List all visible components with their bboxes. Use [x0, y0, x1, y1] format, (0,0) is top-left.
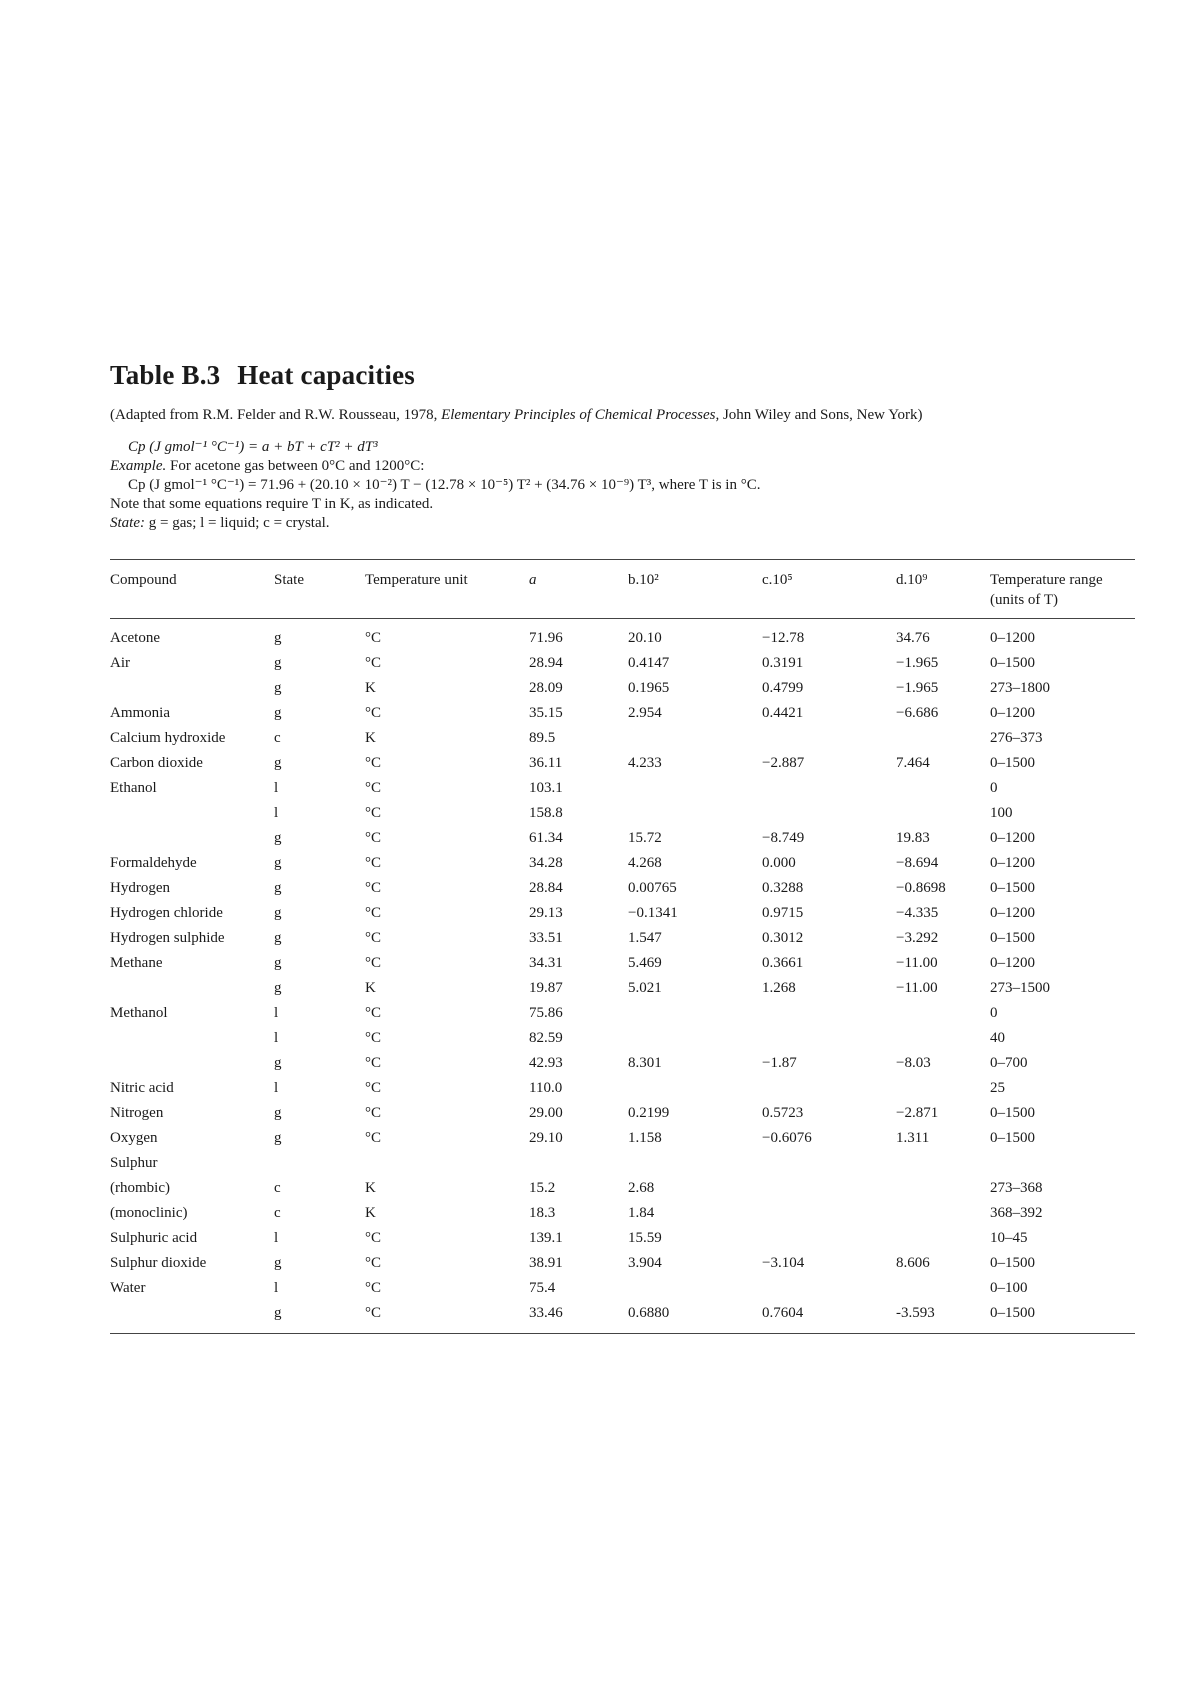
cell-c: 0.3661	[762, 955, 804, 971]
cell-compound: Nitric acid	[110, 1080, 174, 1096]
cell-state: l	[274, 1230, 279, 1246]
cell-range: 0–1500	[990, 930, 1035, 946]
table-row	[110, 1052, 1135, 1077]
cell-state: g	[274, 1302, 365, 1334]
cell-b: 1.158	[628, 1130, 662, 1146]
table-row	[110, 1077, 1135, 1102]
cell-range: 40	[990, 1030, 1005, 1046]
cell-range: 0–1500	[990, 880, 1035, 896]
cell-unit: K	[365, 730, 376, 746]
cell-d: −0.8698	[896, 880, 946, 896]
table-row	[110, 1302, 1135, 1334]
cell-unit: °C	[365, 705, 382, 721]
cell-d: −8.694	[896, 855, 939, 871]
cell-c: 0.7604	[762, 1302, 896, 1334]
example-text: For acetone gas between 0°C and 1200°C:	[166, 458, 425, 474]
cell-d	[896, 1002, 990, 1027]
cell-c: 0.4799	[762, 680, 804, 696]
cell-unit: °C	[365, 1030, 382, 1046]
general-equation: Cp (J gmol⁻¹ °C⁻¹) = a + bT + cT² + dT³	[128, 439, 378, 455]
cell-d: −1.965	[896, 680, 939, 696]
cell-a: 34.28	[529, 855, 563, 871]
cell-d	[896, 1152, 990, 1177]
table-row	[110, 802, 1135, 827]
state-text: g = gas; l = liquid; c = crystal.	[145, 515, 330, 531]
cell-c	[762, 1177, 896, 1202]
cell-a: 158.8	[529, 805, 563, 821]
table-row	[110, 902, 1135, 927]
cell-unit: °C	[365, 830, 382, 846]
cell-state: c	[274, 730, 281, 746]
cell-compound: Air	[110, 655, 130, 671]
header-c: c.10⁵	[762, 560, 896, 619]
cell-a: 82.59	[529, 1030, 563, 1046]
cell-d	[896, 1277, 990, 1302]
cell-d	[896, 1202, 990, 1227]
cell-unit: °C	[365, 630, 382, 646]
cell-c: 0.5723	[762, 1105, 804, 1121]
cell-b	[628, 777, 762, 802]
cell-b: 4.268	[628, 855, 662, 871]
cell-b: 3.904	[628, 1255, 662, 1271]
heat-capacity-table	[110, 559, 1135, 1334]
cell-b	[628, 802, 762, 827]
cell-d: −1.965	[896, 655, 939, 671]
cell-a: 75.4	[529, 1280, 556, 1296]
cell-c: 0.3288	[762, 880, 804, 896]
cell-range: 0–1200	[990, 905, 1035, 921]
example-equation: Cp (J gmol⁻¹ °C⁻¹) = 71.96 + (20.10 × 10⁻²) T − (12.78 × 10⁻⁵) T² + (34.76 × 10⁻⁹) T³, where T is in °C.	[128, 477, 761, 493]
cell-compound: Methane	[110, 955, 163, 971]
cell-b: 0.1965	[628, 680, 670, 696]
cell-range: 273–1500	[990, 980, 1050, 996]
cell-a: 35.15	[529, 705, 563, 721]
cell-range: 0–1200	[990, 955, 1035, 971]
cell-range: 25	[990, 1080, 1005, 1096]
cell-a: 61.34	[529, 830, 563, 846]
cell-a: 18.3	[529, 1205, 556, 1221]
table-row	[110, 1277, 1135, 1302]
table-row	[110, 1102, 1135, 1127]
cell-state: g	[274, 855, 282, 871]
table-row	[110, 702, 1135, 727]
cell-d: −2.871	[896, 1105, 939, 1121]
table-row	[110, 1027, 1135, 1052]
cell-range: 0–1500	[990, 1130, 1035, 1146]
cell-state: l	[274, 1030, 279, 1046]
cell-state: l	[274, 1280, 279, 1296]
cell-a	[529, 1152, 628, 1177]
cell-c: 0.3012	[762, 930, 804, 946]
header-a: a	[529, 560, 628, 619]
header-state: State	[274, 560, 365, 619]
cell-compound: Formaldehyde	[110, 855, 197, 871]
cell-range: 0–1200	[990, 705, 1035, 721]
table-row	[110, 1152, 1135, 1177]
source-book-title: Elementary Principles of Chemical Processes,	[441, 407, 720, 423]
cell-state: g	[274, 680, 282, 696]
cell-d: −6.686	[896, 705, 939, 721]
cell-b: 20.10	[628, 630, 662, 646]
cell-state: l	[274, 805, 279, 821]
cell-compound: Acetone	[110, 630, 160, 646]
header-compound: Compound	[110, 560, 274, 619]
cell-range: 0–1500	[990, 1255, 1035, 1271]
table-row	[110, 652, 1135, 677]
document-page	[110, 360, 1135, 1334]
cell-c	[762, 802, 896, 827]
cell-b: 8.301	[628, 1055, 662, 1071]
cell-a: 139.1	[529, 1230, 563, 1246]
cell-range: 368–392	[990, 1205, 1043, 1221]
cell-compound: Calcium hydroxide	[110, 730, 226, 746]
cell-c	[762, 1027, 896, 1052]
table-title-text: Heat capacities	[237, 360, 415, 390]
cell-b	[628, 1152, 762, 1177]
cell-range: 0–1500	[990, 1302, 1135, 1334]
cell-range: 0	[990, 780, 998, 796]
cell-range	[990, 1152, 1135, 1177]
header-b: b.10²	[628, 560, 762, 619]
cell-c	[762, 727, 896, 752]
cell-compound: Nitrogen	[110, 1105, 164, 1121]
cell-a: 29.13	[529, 905, 563, 921]
example-label: Example.	[110, 458, 167, 474]
cell-c	[762, 777, 896, 802]
cell-c: 0.4421	[762, 705, 804, 721]
cell-d	[896, 777, 990, 802]
header-temperature-unit: Temperature unit	[365, 560, 529, 619]
cell-compound	[110, 1302, 274, 1334]
header-d: d.10⁹	[896, 560, 990, 619]
cell-compound: (monoclinic)	[110, 1205, 188, 1221]
cell-b: 0.4147	[628, 655, 670, 671]
cell-c: −2.887	[762, 755, 805, 771]
cell-a: 19.87	[529, 980, 563, 996]
cell-a: 15.2	[529, 1180, 556, 1196]
cell-range: 0–1200	[990, 855, 1035, 871]
cell-b: 0.6880	[628, 1302, 762, 1334]
cell-unit: °C	[365, 755, 382, 771]
cell-a: 29.10	[529, 1130, 563, 1146]
source-prefix: (Adapted from R.M. Felder and R.W. Rousseau, 1978,	[110, 407, 442, 423]
table-row	[110, 1202, 1135, 1227]
cell-compound: Hydrogen chloride	[110, 905, 223, 921]
table-row	[110, 752, 1135, 777]
cell-a: 28.84	[529, 880, 563, 896]
table-row	[110, 1127, 1135, 1152]
cell-state: g	[274, 930, 282, 946]
table-row	[110, 1002, 1135, 1027]
cell-unit: °C	[365, 805, 382, 821]
cell-state: l	[274, 1080, 279, 1096]
cell-state: g	[274, 705, 282, 721]
table-title	[110, 360, 1135, 391]
cell-b: −0.1341	[628, 905, 678, 921]
cell-b: 0.2199	[628, 1105, 670, 1121]
cell-unit: K	[365, 1180, 376, 1196]
cell-d	[896, 1027, 990, 1052]
cell-b	[628, 1277, 762, 1302]
cell-range: 0–1500	[990, 755, 1035, 771]
cell-c: 0.9715	[762, 905, 804, 921]
cell-range: 273–1800	[990, 680, 1050, 696]
cell-unit: K	[365, 1205, 376, 1221]
table-row	[110, 1252, 1135, 1277]
cell-c: −12.78	[762, 630, 805, 646]
cell-b: 2.954	[628, 705, 662, 721]
cell-compound	[110, 1052, 274, 1077]
cell-c	[762, 1077, 896, 1102]
cell-d: 1.311	[896, 1130, 930, 1146]
cell-range: 276–373	[990, 730, 1043, 746]
cell-range: 0–1500	[990, 655, 1035, 671]
cell-compound: Ammonia	[110, 705, 170, 721]
cell-c	[762, 1002, 896, 1027]
cell-range: 0–1200	[990, 830, 1035, 846]
cell-c	[762, 1152, 896, 1177]
cell-c	[762, 1277, 896, 1302]
table-row	[110, 952, 1135, 977]
cell-d	[896, 1227, 990, 1252]
table-row	[110, 827, 1135, 852]
cell-b: 0.00765	[628, 880, 677, 896]
cell-b: 15.59	[628, 1230, 662, 1246]
cell-unit: °C	[365, 1005, 382, 1021]
state-legend	[110, 514, 1135, 533]
example-line	[110, 457, 1135, 476]
cell-d: −3.292	[896, 930, 939, 946]
cell-c: −3.104	[762, 1255, 805, 1271]
cell-compound: Water	[110, 1280, 146, 1296]
cell-b	[628, 1002, 762, 1027]
cell-a: 75.86	[529, 1005, 563, 1021]
cell-b: 4.233	[628, 755, 662, 771]
cell-c: −1.87	[762, 1055, 797, 1071]
cell-c: 0.000	[762, 855, 796, 871]
cell-range: 10–45	[990, 1230, 1028, 1246]
cell-a: 33.46	[529, 1302, 628, 1334]
cell-range: 0–100	[990, 1280, 1028, 1296]
cell-state: g	[274, 1255, 282, 1271]
cell-state: c	[274, 1205, 281, 1221]
cell-range: 0–700	[990, 1055, 1028, 1071]
cell-unit: °C	[365, 930, 382, 946]
cell-d	[896, 802, 990, 827]
table-row	[110, 619, 1135, 653]
cell-state: g	[274, 980, 282, 996]
table-row	[110, 1227, 1135, 1252]
cell-c	[762, 1227, 896, 1252]
cell-c: 0.3191	[762, 655, 804, 671]
cell-d: 19.83	[896, 830, 930, 846]
cell-unit: °C	[365, 1130, 382, 1146]
cell-a: 34.31	[529, 955, 563, 971]
cell-c: −8.749	[762, 830, 805, 846]
cell-b: 5.021	[628, 980, 662, 996]
cell-unit: °C	[365, 880, 382, 896]
cell-state	[274, 1152, 365, 1177]
cell-state: g	[274, 655, 282, 671]
cell-d	[896, 727, 990, 752]
cell-state: g	[274, 880, 282, 896]
table-row	[110, 877, 1135, 902]
cell-c: −0.6076	[762, 1130, 812, 1146]
cell-state: g	[274, 955, 282, 971]
cell-d: −11.00	[896, 980, 938, 996]
cell-b	[628, 727, 762, 752]
cell-a: 42.93	[529, 1055, 563, 1071]
table-row	[110, 927, 1135, 952]
cell-unit	[365, 1152, 529, 1177]
cell-compound	[110, 1027, 274, 1052]
table-row	[110, 852, 1135, 877]
cell-unit: °C	[365, 1255, 382, 1271]
cell-a: 71.96	[529, 630, 563, 646]
cell-b: 1.547	[628, 930, 662, 946]
cell-b: 2.68	[628, 1180, 655, 1196]
cell-range: 100	[990, 805, 1013, 821]
cell-range: 0–1500	[990, 1105, 1035, 1121]
cell-unit: °C	[365, 1302, 529, 1334]
cell-a: 28.09	[529, 680, 563, 696]
cell-d	[896, 1077, 990, 1102]
cell-a: 36.11	[529, 755, 563, 771]
cell-d: -3.593	[896, 1302, 990, 1334]
cell-unit: °C	[365, 1230, 382, 1246]
cell-compound	[110, 677, 274, 702]
cell-unit: °C	[365, 855, 382, 871]
cell-c: 1.268	[762, 980, 796, 996]
cell-a: 28.94	[529, 655, 563, 671]
cell-d: 8.606	[896, 1255, 930, 1271]
cell-compound: (rhombic)	[110, 1180, 170, 1196]
cell-a: 33.51	[529, 930, 563, 946]
cell-unit: K	[365, 680, 376, 696]
cell-d: −8.03	[896, 1055, 931, 1071]
table-row	[110, 727, 1135, 752]
cell-b: 5.469	[628, 955, 662, 971]
cell-unit: °C	[365, 1280, 382, 1296]
cell-unit: K	[365, 980, 376, 996]
cell-b	[628, 1077, 762, 1102]
cell-compound: Methanol	[110, 1005, 168, 1021]
cell-unit: °C	[365, 1055, 382, 1071]
cell-state: g	[274, 830, 282, 846]
cell-d: 7.464	[896, 755, 930, 771]
cell-unit: °C	[365, 905, 382, 921]
cell-d: −4.335	[896, 905, 939, 921]
cell-a: 38.91	[529, 1255, 563, 1271]
cell-c	[762, 1202, 896, 1227]
cell-a: 29.00	[529, 1105, 563, 1121]
cell-compound	[110, 802, 274, 827]
cell-unit: °C	[365, 780, 382, 796]
cell-range: 0–1200	[990, 630, 1035, 646]
cell-range: 273–368	[990, 1180, 1043, 1196]
cell-a: 103.1	[529, 780, 563, 796]
cell-unit: °C	[365, 655, 382, 671]
cell-compound: Hydrogen	[110, 880, 170, 896]
cell-a: 110.0	[529, 1080, 563, 1096]
cell-unit: °C	[365, 955, 382, 971]
note-line: Note that some equations require T in K, as indicated.	[110, 496, 434, 512]
cell-compound: Carbon dioxide	[110, 755, 203, 771]
cell-state: g	[274, 1130, 282, 1146]
cell-range: 0	[990, 1005, 998, 1021]
table-header-row	[110, 560, 1135, 619]
state-label: State:	[110, 515, 145, 531]
source-suffix: John Wiley and Sons, New York)	[719, 407, 923, 423]
cell-compound: Sulphuric acid	[110, 1230, 198, 1246]
cell-b: 15.72	[628, 830, 662, 846]
cell-compound	[110, 977, 274, 1002]
cell-d: 34.76	[896, 630, 930, 646]
header-temperature-range: Temperature range (units of T)	[990, 560, 1135, 619]
source-citation	[110, 407, 1135, 424]
cell-compound: Sulphur	[110, 1155, 158, 1171]
cell-compound: Ethanol	[110, 780, 157, 796]
cell-state: g	[274, 755, 282, 771]
cell-state: g	[274, 1105, 282, 1121]
cell-unit: °C	[365, 1080, 382, 1096]
cell-state: g	[274, 630, 282, 646]
table-row	[110, 977, 1135, 1002]
cell-compound: Hydrogen sulphide	[110, 930, 225, 946]
cell-compound: Sulphur dioxide	[110, 1255, 207, 1271]
table-number: Table B.3	[110, 360, 221, 390]
cell-compound: Oxygen	[110, 1130, 158, 1146]
cell-state: l	[274, 1005, 279, 1021]
cell-state: l	[274, 780, 279, 796]
cell-unit: °C	[365, 1105, 382, 1121]
cell-d: −11.00	[896, 955, 938, 971]
cell-state: c	[274, 1180, 281, 1196]
cell-state: g	[274, 1055, 282, 1071]
cell-b	[628, 1027, 762, 1052]
table-row	[110, 777, 1135, 802]
cell-b: 1.84	[628, 1205, 655, 1221]
cell-d	[896, 1177, 990, 1202]
cell-state: g	[274, 905, 282, 921]
table-row	[110, 1177, 1135, 1202]
table-body	[110, 619, 1135, 1334]
cell-a: 89.5	[529, 730, 556, 746]
cell-compound	[110, 827, 274, 852]
table-row	[110, 677, 1135, 702]
